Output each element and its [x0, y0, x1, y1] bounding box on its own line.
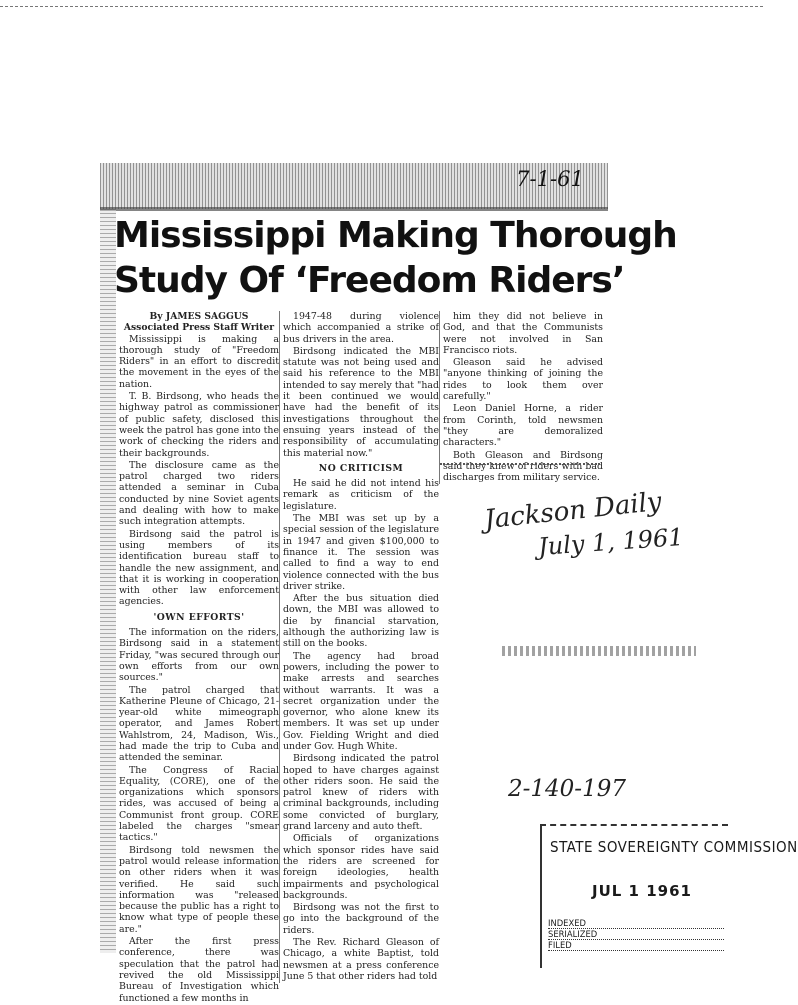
- paragraph: him they did not believe in God, and that the Communists were not involved in San Francisco riots.: [443, 311, 603, 356]
- paragraph: The agency had broad powers, including the power to make arrests and searches without warrants. It was a secret organization under the governor, who alone knew its members. It was set up under Gov. Fielding Wright and died under Gov. Hugh White.: [283, 650, 439, 752]
- paragraph: Officials of organizations which sponsor rides have said the riders are screened for foreign ideologies, health impairments and psychological backgrounds.: [283, 833, 439, 901]
- masthead-rule: [100, 207, 608, 211]
- headline-line-2: Study Of ‘Freedom Riders’: [114, 260, 625, 301]
- stamp-title: STATE SOVEREIGNTY COMMISSION: [550, 838, 798, 856]
- paragraph: Both Gleason and Birdsong said they knew of riders with bad discharges from military service.: [443, 449, 603, 484]
- paragraph: The MBI was set up by a special session of the legislature in 1947 and given $100,000 to finance it. The session was called to find a way to end violence connected with the bus driver strike.: [283, 513, 439, 592]
- paragraph: Leon Daniel Horne, a rider from Corinth, told newsmen "they are demoralized characters.": [443, 403, 603, 449]
- paragraph: After the bus situation died down, the MBI was allowed to die by financial starvation, although the authorizing law is still on the books.: [283, 593, 439, 650]
- subhead-no-criticism: NO CRITICISM: [318, 462, 404, 474]
- stamp-field-serialized: SERIALIZED: [548, 929, 724, 940]
- paragraph: Birdsong was not the first to go into the background of the riders.: [283, 902, 439, 936]
- paragraph: The patrol charged that Katherine Pleune of Chicago, 21-year-old white mimeograph operator, and James Robert Wahlstrom, 24, Madison, Wis., had made the trip to Cuba and attended the seminar.: [119, 684, 279, 764]
- scan-top-edge: [0, 6, 763, 7]
- clipping-cut-edge: [440, 463, 600, 465]
- paragraph: Birdsong indicated the MBI statute was not being used and said his reference to the MBI intended to say merely that "had it been continued we would have had the benefit of its investigations throughout the ensuing years instead of the responsibility of accumulating this material now.": [283, 345, 439, 459]
- paragraph: Gleason said he advised "anyone thinking of joining the rides to look them over carefully.": [443, 357, 603, 403]
- article-column-1: [119, 311, 279, 1005]
- subhead-own-efforts: 'OWN EFFORTS': [153, 611, 245, 623]
- article-column-3: [439, 311, 603, 484]
- paragraph: Birdsong indicated the patrol hoped to have charges against other riders soon. He said the patrol knew of riders with criminal backgrounds, including some convicted of burglary, grand larceny and auto theft.: [283, 753, 439, 833]
- agency-credit: Associated Press Staff Writer: [123, 322, 275, 334]
- handwritten-file-number: 2-140-197: [508, 776, 626, 802]
- stamp-date: JUL 1 1961: [592, 882, 692, 900]
- clipping-date-stamp: 7-1-61: [516, 167, 584, 191]
- paragraph: The Congress of Racial Equality, (CORE), one of the organizations which sponsors rides, was accused of being a Communist front group. CORE labeled the charges "smear tactics.": [119, 764, 279, 844]
- headline-line-1: Mississippi Making Thorough: [114, 215, 677, 256]
- article-column-2: [279, 311, 439, 983]
- paragraph: 1947-48 during violence which accompanied a strike of bus drivers in the area.: [283, 311, 439, 345]
- paragraph: T. B. Birdsong, who heads the highway patrol as commissioner of public safety, disclosed this week the patrol has gone into the work of checking the riders and their backgrounds.: [119, 391, 279, 459]
- commission-stamp: [540, 824, 798, 968]
- stamp-field-indexed: INDEXED: [548, 918, 724, 929]
- paragraph: The information on the riders, Birdsong said in a statement Friday, "was secured through our own efforts from our own sources.": [119, 627, 279, 684]
- paragraph: Birdsong said the patrol is using members of its identification bureau staff to handle the new assignment, and that it is working in cooperation with other law enforcement agencies.: [119, 528, 279, 608]
- paragraph: The disclosure came as the patrol charged two riders attended a seminar in Cuba conducted by nine Soviet agents and dealing with how to make such integration attempts.: [119, 459, 279, 528]
- headline: [114, 213, 677, 303]
- paragraph: Mississippi is making a thorough study of "Freedom Riders" in an effort to discredit the movement in the eyes of the nation.: [119, 333, 279, 390]
- paragraph: He said he did not intend his remark as criticism of the legislature.: [283, 478, 439, 512]
- clipping-left-edge: [100, 209, 116, 953]
- stamp-fields: [548, 918, 724, 951]
- byline: By JAMES SAGGUS: [149, 311, 249, 322]
- stamp-field-filed: FILED: [548, 940, 724, 951]
- handwritten-source: Jackson Daily: [482, 486, 664, 536]
- crossed-out-annotation: [502, 646, 696, 656]
- paragraph: The Rev. Richard Gleason of Chicago, a white Baptist, told newsmen at a press conference June 5 that other riders had told: [283, 937, 439, 982]
- handwritten-date: July 1, 1961: [537, 522, 685, 562]
- paragraph: Birdsong told newsmen the patrol would release information on other riders when it was verified. He said such information was "released because the public has a right to know what type of people these are.": [119, 844, 279, 935]
- paragraph: After the first press conference, there was speculation that the patrol had revived the old Mississippi Bureau of Investigation which functioned a few months in: [119, 936, 279, 1004]
